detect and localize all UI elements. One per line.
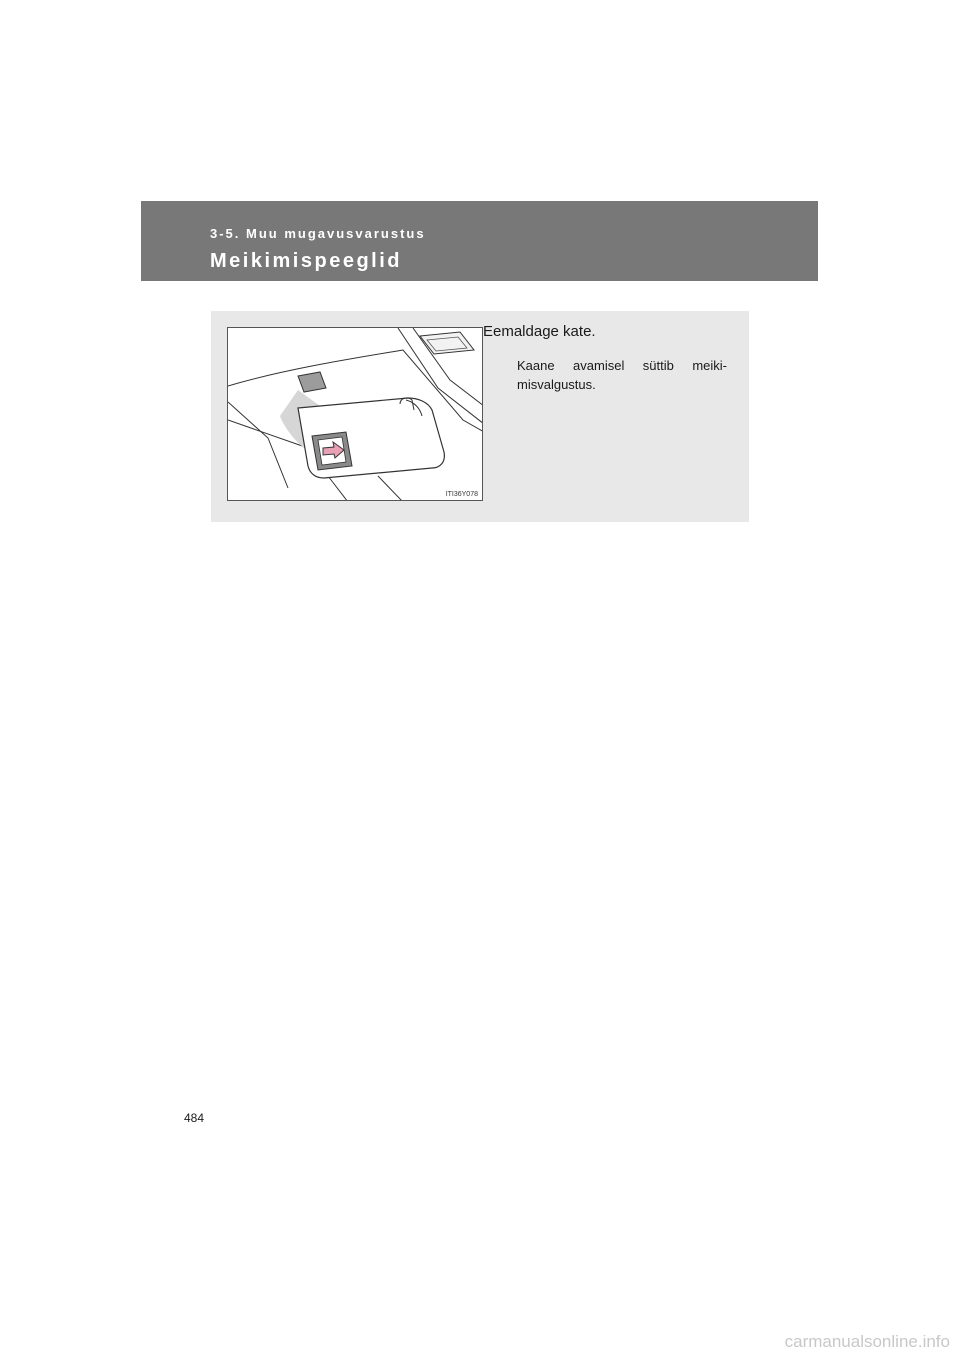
page-number: 484 <box>184 1111 205 1125</box>
section-label: 3-5. Muu mugavusvarustus <box>210 226 426 241</box>
instruction-box <box>211 311 749 522</box>
sun-visor-drawing <box>228 328 483 501</box>
section-header <box>141 201 818 281</box>
step-instruction: Eemaldage kate. <box>483 323 596 340</box>
watermark: carmanualsonline.info <box>784 1332 950 1351</box>
sun-visor-illustration <box>227 327 483 501</box>
page-title: Meikimispeeglid <box>210 250 402 272</box>
figure-code: ITI36Y078 <box>445 491 478 498</box>
step-note: Kaane avamisel süttib meiki-misvalgustus. <box>517 358 727 392</box>
